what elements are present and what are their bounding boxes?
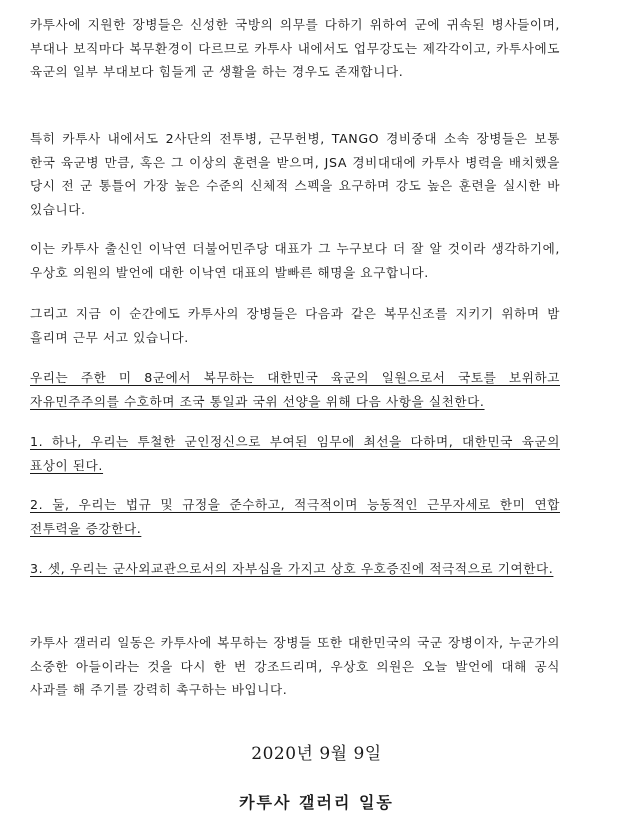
creed-preamble: 우리는 주한 미 8군에서 복무하는 대한민국 육군의 일원으로서 국토를 보위하고 자유민주주의를 수호하며 조국 통일과 국위 선양을 위해 다음 사항을 실천한다. [30,370,560,409]
creed-item-2: 2. 둘, 우리는 법규 및 규정을 준수하고, 적극적이며 능동적인 근무자세로 한미 연합 전투력을 증강한다. [30,497,560,536]
paragraph-demand: 이는 카투사 출신인 이낙연 더불어민주당 대표가 그 누구보다 더 잘 알 것이라 생각하기에, 우상호 의원의 발언에 대한 이낙연 대표의 발빠른 해명을 요구합니다. [30,241,560,280]
signature: 카투사 갤러리 일동 [239,793,394,812]
paragraph-intro: 카투사에 지원한 장병들은 신성한 국방의 의무를 다하기 위하여 군에 귀속된 병사들이며, 부대나 보직마다 복무환경이 다르므로 카투사 내에서도 업무강도는 제각각이고, 카투사에도 육군의 일부 부대보다 힘들게 군 생활을 하는 경우도 존재합니다. [30,17,560,79]
document-date: 2020년 9월 9일 [251,744,382,764]
creed-item-1: 1. 하나, 우리는 투철한 군인정신으로 부여된 임무에 최선을 다하며, 대한민국 육군의 표상이 된다. [30,434,560,473]
paragraph-creed-intro: 그리고 지금 이 순간에도 카투사의 장병들은 다음과 같은 복무신조를 지키기 위하며 밤 흘리며 근무 서고 있습니다. [30,306,560,345]
creed-item-1-block [30,430,560,477]
paragraph-training: 특히 카투사 내에서도 2사단의 전투병, 근무헌병, TANGO 경비중대 소속 장병들은 보통 한국 육군병 만큼, 혹은 그 이상의 훈련을 받으며, JSA 경비대대에 카투사 병력을 배치했을 당시 전 군 통틀어 가장 높은 수준의 신체적 스펙을 요구하며 강도 높은 훈련을 실시한 바 있습니다. [30,131,560,217]
creed-preamble-block [30,366,560,413]
creed-item-3-block [30,557,560,581]
closing-paragraph: 카투사 갤러리 일동은 카투사에 복무하는 장병들 또한 대한민국의 국군 장병이자, 누군가의 소중한 아들이라는 것을 다시 한 번 강조드리며, 우상호 의원은 오늘 발언에 대해 공식 사과를 해 주기를 강력히 촉구하는 바입니다. [30,635,560,697]
creed-item-2-block [30,493,560,540]
creed-item-3: 3. 셋, 우리는 군사외교관으로서의 자부심을 가지고 상호 우호증진에 적극적으로 기여한다. [30,561,554,576]
